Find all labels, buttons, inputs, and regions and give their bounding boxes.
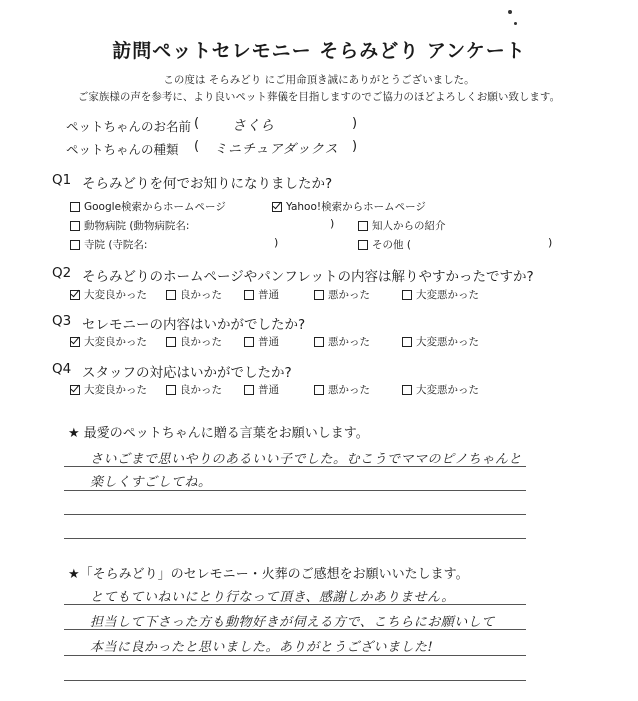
answer-line xyxy=(64,514,526,515)
paren-close: ) xyxy=(352,116,358,131)
q1-option-google[interactable]: Google検索からホームページ xyxy=(70,199,226,214)
q3-option[interactable]: 大変良かった xyxy=(70,334,147,349)
q3-option[interactable]: 悪かった xyxy=(314,334,370,349)
checkbox-checked[interactable] xyxy=(272,202,282,212)
survey-title: 訪問ペットセレモニー そらみどり アンケート xyxy=(112,40,526,62)
q1-option-yahoo[interactable]: Yahoo!検索からホームページ xyxy=(272,199,426,214)
checkbox-checked[interactable] xyxy=(70,290,80,300)
q4-label: Q4 xyxy=(52,361,72,377)
q2-option[interactable]: 良かった xyxy=(166,287,222,302)
message-section-label: ★ 最愛のペットちゃんに贈る言葉をお願いします。 xyxy=(68,426,369,441)
checkbox[interactable] xyxy=(314,290,324,300)
q2-option[interactable]: 大変悪かった xyxy=(402,287,479,302)
q4-option[interactable]: 普通 xyxy=(244,382,279,397)
impressions-line-2[interactable]: 担当して下さった方も動物好きが伺える方で、こちらにお願いして xyxy=(90,615,495,630)
pet-type-label: ペットちゃんの種類 xyxy=(66,142,179,157)
answer-line xyxy=(64,629,526,630)
q3-text: セレモニーの内容はいかがでしたか? xyxy=(82,317,306,333)
answer-line xyxy=(64,680,526,681)
q4-option[interactable]: 大変悪かった xyxy=(402,382,479,397)
q2-option[interactable]: 大変良かった xyxy=(70,287,147,302)
pet-type-value[interactable]: ミニチュアダックス xyxy=(214,142,339,157)
q4-text: スタッフの対応はいかがでしたか? xyxy=(82,365,292,381)
checkbox[interactable] xyxy=(244,290,254,300)
checkbox[interactable] xyxy=(314,337,324,347)
q3-option[interactable]: 普通 xyxy=(244,334,279,349)
intro-line-1: この度は そらみどり にご用命頂き誠にありがとうございました。 xyxy=(163,74,475,86)
q2-option[interactable]: 悪かった xyxy=(314,287,370,302)
checkbox[interactable] xyxy=(402,337,412,347)
scan-speck xyxy=(514,22,517,25)
intro-line-2: ご家族様の声を参考に、より良いペット葬儀を目指しますのでご協力のほどよろしくお願い致します。 xyxy=(77,91,561,103)
q1-option-hospital[interactable]: 動物病院 (動物病院名: xyxy=(70,218,189,233)
paren-close: ) xyxy=(548,236,553,249)
q1-text: そらみどりを何でお知りになりましたか? xyxy=(82,176,333,192)
impressions-line-1[interactable]: とてもていねいにとり行なって頂き、感謝しかありません。 xyxy=(90,590,455,605)
q4-option[interactable]: 悪かった xyxy=(314,382,370,397)
answer-line xyxy=(64,490,526,491)
checkbox[interactable] xyxy=(358,221,368,231)
paren-close: ) xyxy=(274,236,279,249)
answer-line xyxy=(64,466,526,467)
q2-text: そらみどりのホームページやパンフレットの内容は解りやすかったですか? xyxy=(82,269,534,285)
checkbox[interactable] xyxy=(166,337,176,347)
q1-label: Q1 xyxy=(52,172,72,188)
q1-option-temple[interactable]: 寺院 (寺院名: xyxy=(70,237,147,252)
checkbox[interactable] xyxy=(166,385,176,395)
checkbox[interactable] xyxy=(70,240,80,250)
checkbox[interactable] xyxy=(402,290,412,300)
checkbox[interactable] xyxy=(166,290,176,300)
pet-name-value[interactable]: さくら xyxy=(232,118,274,134)
q3-option[interactable]: 良かった xyxy=(166,334,222,349)
scan-speck xyxy=(508,10,512,14)
q2-label: Q2 xyxy=(52,265,72,281)
paren-open: ( xyxy=(194,116,200,131)
q1-option-other[interactable]: その他 ( xyxy=(358,237,411,252)
paren-close: ) xyxy=(330,217,335,230)
checkbox[interactable] xyxy=(402,385,412,395)
paren-close: ) xyxy=(352,139,358,154)
answer-line xyxy=(64,604,526,605)
paren-open: ( xyxy=(194,139,200,154)
checkbox-checked[interactable] xyxy=(70,337,80,347)
impressions-line-3[interactable]: 本当に良かったと思いました。ありがとうございました! xyxy=(90,640,434,655)
checkbox-checked[interactable] xyxy=(70,385,80,395)
q1-option-friend[interactable]: 知人からの紹介 xyxy=(358,218,446,233)
q3-label: Q3 xyxy=(52,313,72,329)
pet-name-label: ペットちゃんのお名前 xyxy=(66,119,192,134)
checkbox[interactable] xyxy=(244,385,254,395)
q4-option[interactable]: 大変良かった xyxy=(70,382,147,397)
checkbox[interactable] xyxy=(314,385,324,395)
checkbox[interactable] xyxy=(358,240,368,250)
answer-line xyxy=(64,538,526,539)
impressions-section-label: ★「そらみどり」のセレモニー・火葬のご感想をお願いいたします。 xyxy=(68,567,469,582)
q4-option[interactable]: 良かった xyxy=(166,382,222,397)
message-line-2[interactable]: 楽しくすごしてね。 xyxy=(90,475,212,490)
answer-line xyxy=(64,655,526,656)
message-line-1[interactable]: さいごまで思いやりのあるいい子でした。むこうでママのピノちゃんと xyxy=(90,452,522,467)
checkbox[interactable] xyxy=(70,202,80,212)
q2-option[interactable]: 普通 xyxy=(244,287,279,302)
q3-option[interactable]: 大変悪かった xyxy=(402,334,479,349)
checkbox[interactable] xyxy=(244,337,254,347)
checkbox[interactable] xyxy=(70,221,80,231)
